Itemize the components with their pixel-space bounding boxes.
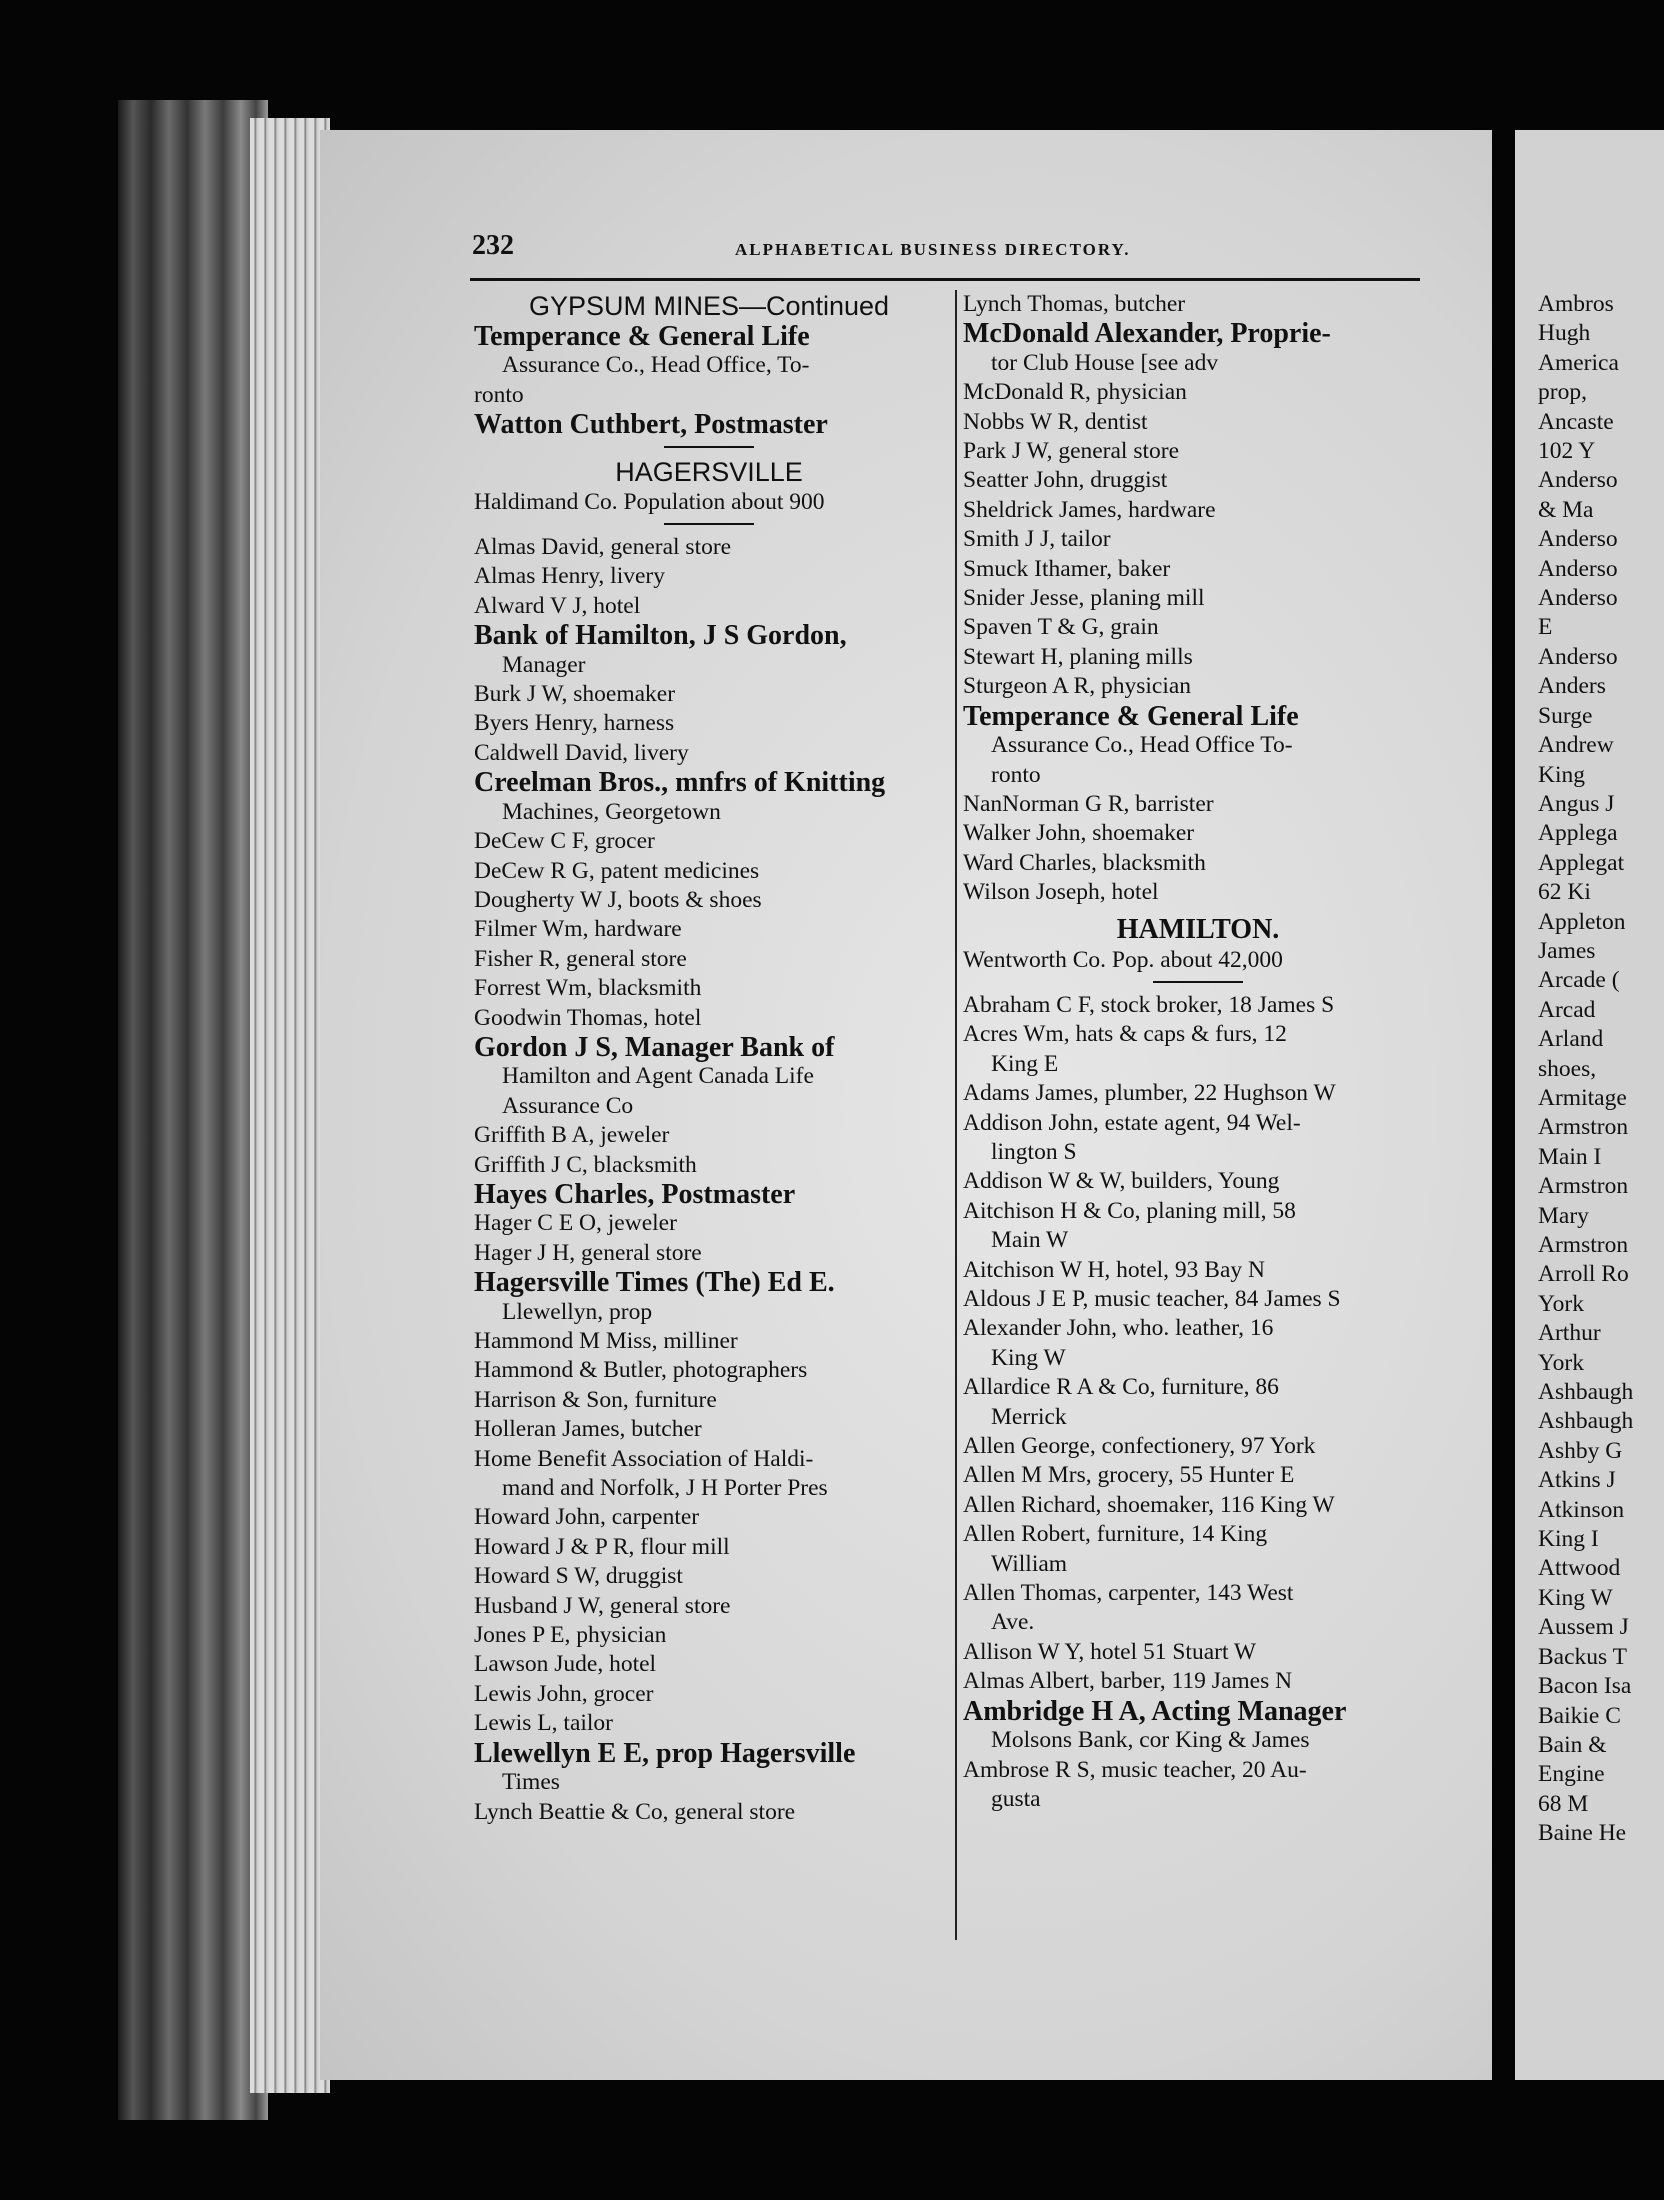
- facing-page-entry: Ashbaugh: [1538, 1408, 1634, 1435]
- facing-page-entry: Ancaste: [1538, 408, 1614, 435]
- facing-page-entry: 68 M: [1538, 1790, 1589, 1817]
- directory-entry: Dougherty W J, boots & shoes: [474, 886, 762, 913]
- facing-page-entry: Surge: [1538, 702, 1593, 729]
- facing-page-entry: prop,: [1538, 379, 1587, 406]
- directory-entry: Byers Henry, harness: [474, 710, 675, 737]
- directory-entry: Allen Thomas, carpenter, 143 West: [963, 1580, 1294, 1607]
- directory-entry: Almas David, general store: [474, 534, 732, 561]
- directory-entry: Gordon J S, Manager Bank of: [474, 1031, 835, 1063]
- directory-entry: McDonald R, physician: [963, 379, 1187, 406]
- facing-page-entry: Armitage: [1538, 1084, 1627, 1111]
- directory-entry: Park J W, general store: [963, 438, 1180, 465]
- directory-entry: Allison W Y, hotel 51 Stuart W: [963, 1638, 1257, 1665]
- directory-entry: Lewis L, tailor: [474, 1710, 614, 1737]
- directory-entry: Allen George, confectionery, 97 York: [963, 1433, 1316, 1460]
- section-rule: [664, 446, 754, 448]
- facing-page-entry: James: [1538, 937, 1596, 964]
- directory-entry: Spaven T & G, grain: [963, 614, 1159, 641]
- page-edges: [250, 118, 330, 2093]
- section-heading: HAGERSVILLE: [615, 456, 803, 487]
- directory-entry: Llewellyn, prop: [502, 1298, 653, 1325]
- directory-entry: Griffith J C, blacksmith: [474, 1151, 697, 1178]
- directory-entry: Abraham C F, stock broker, 18 James S: [963, 991, 1335, 1018]
- facing-page-entry: Armstron: [1538, 1232, 1629, 1258]
- directory-entry: Temperance & General Life: [963, 700, 1299, 732]
- facing-page-entry: Mary: [1538, 1202, 1589, 1229]
- facing-page-entry: Ashby G: [1538, 1437, 1623, 1464]
- directory-entry: Aitchison H & Co, planing mill, 58: [963, 1197, 1296, 1224]
- running-title: ALPHABETICAL BUSINESS DIRECTORY.: [735, 240, 1131, 259]
- directory-entry: Hammond & Butler, photographers: [474, 1357, 808, 1384]
- facing-page-entry: Attwood: [1538, 1555, 1621, 1582]
- directory-entry: Allen Robert, furniture, 14 King: [963, 1521, 1268, 1548]
- directory-entry: Alward V J, hotel: [474, 592, 641, 619]
- directory-entry: Forrest Wm, blacksmith: [474, 975, 702, 1002]
- facing-page-entry: Anderso: [1538, 643, 1618, 670]
- facing-page-entry: 102 Y: [1538, 438, 1596, 465]
- section-rule: [664, 523, 754, 525]
- directory-entry: Howard J & P R, flour mill: [474, 1533, 730, 1560]
- facing-page-entry: E: [1538, 614, 1553, 641]
- directory-entry: Hager J H, general store: [474, 1239, 702, 1266]
- directory-entry: NanNorman G R, barrister: [963, 790, 1214, 817]
- directory-entry: Manager: [502, 651, 586, 678]
- directory-entry: Lynch Thomas, butcher: [963, 291, 1186, 317]
- facing-page-entry: Baine He: [1538, 1820, 1627, 1847]
- directory-entry: Hager C E O, jeweler: [474, 1210, 677, 1237]
- directory-entry: Howard John, carpenter: [474, 1504, 700, 1531]
- directory-entry: ronto: [991, 761, 1041, 788]
- directory-entry: Harrison & Son, furniture: [474, 1386, 717, 1413]
- facing-page-entry: Ashbaugh: [1538, 1379, 1634, 1406]
- directory-entry: Ward Charles, blacksmith: [963, 849, 1206, 876]
- directory-entry: Fisher R, general store: [474, 945, 687, 972]
- directory-entry: Ambridge H A, Acting Manager: [963, 1695, 1347, 1727]
- directory-entry: Howard S W, druggist: [474, 1563, 683, 1590]
- directory-entry: Hagersville Times (The) Ed E.: [474, 1267, 835, 1299]
- right-column: [963, 290, 1433, 1814]
- book-spine: [118, 100, 268, 2120]
- facing-page-entry: Andrew: [1538, 732, 1614, 759]
- facing-page-entry: Bacon Isa: [1538, 1673, 1632, 1700]
- facing-page-entry: Anderso: [1538, 467, 1618, 494]
- facing-page-entry: Anderso: [1538, 526, 1618, 553]
- directory-entry: Lewis John, grocer: [474, 1680, 654, 1707]
- facing-page-entry: Engine: [1538, 1761, 1605, 1788]
- section-heading: HAMILTON.: [1116, 913, 1280, 945]
- facing-page-entry: 62 Ki: [1538, 879, 1591, 906]
- directory-entry: Lynch Beattie & Co, general store: [474, 1798, 796, 1825]
- header-rule: [470, 278, 1420, 281]
- directory-entry: Almas Henry, livery: [474, 563, 665, 590]
- directory-entry: Stewart H, planing mills: [963, 643, 1193, 670]
- directory-entry: King W: [991, 1344, 1066, 1371]
- directory-entry: Hayes Charles, Postmaster: [474, 1178, 796, 1210]
- directory-entry: Llewellyn E E, prop Hagersville: [474, 1737, 856, 1769]
- directory-entry: Husband J W, general store: [474, 1592, 731, 1619]
- directory-entry: Jones P E, physician: [474, 1622, 667, 1649]
- facing-page-entry: Arthur: [1538, 1320, 1601, 1347]
- facing-page-entry: King: [1538, 761, 1585, 788]
- directory-entry: William: [991, 1550, 1068, 1577]
- directory-entry: Alexander John, who. leather, 16: [963, 1315, 1274, 1342]
- directory-entry: Ambrose R S, music teacher, 20 Au-: [963, 1756, 1307, 1783]
- directory-entry: Almas Albert, barber, 119 James N: [963, 1668, 1293, 1695]
- column-divider: [955, 290, 957, 1940]
- directory-entry: Assurance Co: [502, 1092, 634, 1119]
- directory-entry: Home Benefit Association of Haldi-: [474, 1445, 814, 1472]
- directory-entry: King E: [991, 1050, 1059, 1077]
- facing-page-entry: Armstron: [1538, 1114, 1629, 1141]
- directory-entry: tor Club House [see adv: [991, 349, 1219, 376]
- directory-entry: Smith J J, tailor: [963, 526, 1111, 553]
- directory-entry: Hammond M Miss, milliner: [474, 1328, 738, 1354]
- facing-page-entry: Arcade (: [1538, 967, 1620, 994]
- directory-entry: Walker John, shoemaker: [963, 820, 1195, 847]
- directory-entry: Burk J W, shoemaker: [474, 681, 676, 708]
- facing-page-entry: Backus T: [1538, 1643, 1627, 1670]
- directory-entry: DeCew R G, patent medicines: [474, 857, 760, 884]
- facing-page-entry: Ambros: [1538, 291, 1614, 317]
- directory-entry: Wentworth Co. Pop. about 42,000: [963, 946, 1283, 973]
- facing-page-entry: York: [1538, 1349, 1584, 1376]
- facing-page-entry: Anderso: [1538, 555, 1618, 582]
- directory-entry: Seatter John, druggist: [963, 467, 1168, 494]
- directory-entry: Lawson Jude, hotel: [474, 1651, 657, 1678]
- directory-entry: Ave.: [991, 1609, 1035, 1636]
- facing-page-entry: King I: [1538, 1526, 1599, 1553]
- directory-entry: Allen Richard, shoemaker, 116 King W: [963, 1491, 1335, 1518]
- directory-entry: McDonald Alexander, Proprie-: [963, 318, 1331, 350]
- directory-entry: mand and Norfolk, J H Porter Pres: [502, 1475, 828, 1502]
- facing-page-entry: shoes,: [1538, 1055, 1597, 1082]
- facing-page-entry: America: [1538, 349, 1619, 376]
- directory-entry: Goodwin Thomas, hotel: [474, 1004, 702, 1031]
- facing-page-entry: Anders: [1538, 673, 1606, 700]
- directory-entry: gusta: [991, 1785, 1041, 1812]
- directory-entry: Hamilton and Agent Canada Life: [502, 1063, 814, 1090]
- facing-page-entry: & Ma: [1538, 496, 1594, 523]
- directory-entry: Filmer Wm, hardware: [474, 916, 682, 943]
- directory-entry: Molsons Bank, cor King & James: [991, 1727, 1310, 1754]
- directory-entry: Addison John, estate agent, 94 Wel-: [963, 1109, 1301, 1136]
- directory-entry: Main W: [991, 1227, 1069, 1254]
- directory-entry: Adams James, plumber, 22 Hughson W: [963, 1080, 1336, 1107]
- directory-entry: Holleran James, butcher: [474, 1416, 702, 1443]
- page-number: 232: [472, 230, 514, 261]
- directory-entry: ronto: [474, 381, 524, 408]
- directory-entry: DeCew C F, grocer: [474, 828, 655, 855]
- section-rule: [1153, 981, 1243, 983]
- directory-entry: Creelman Bros., mnfrs of Knitting: [474, 767, 886, 799]
- facing-page-column: [1538, 290, 1664, 1849]
- facing-page-entry: Arroll Ro: [1538, 1261, 1629, 1288]
- left-column: [474, 290, 944, 1827]
- facing-page-entry: Armstron: [1538, 1173, 1629, 1200]
- facing-page-entry: Applegat: [1538, 849, 1625, 876]
- facing-page-entry: York: [1538, 1290, 1584, 1317]
- directory-entry: Wilson Joseph, hotel: [963, 879, 1159, 906]
- directory-entry: Griffith B A, jeweler: [474, 1122, 670, 1149]
- directory-entry: Sheldrick James, hardware: [963, 496, 1216, 523]
- section-heading: GYPSUM MINES—Continued: [528, 291, 890, 321]
- directory-entry: Temperance & General Life: [474, 321, 810, 352]
- facing-page-entry: Baikie C: [1538, 1702, 1621, 1729]
- directory-entry: Caldwell David, livery: [474, 739, 689, 766]
- directory-entry: Assurance Co., Head Office, To-: [502, 352, 810, 379]
- facing-page-entry: Bain &: [1538, 1731, 1607, 1758]
- directory-entry: Times: [502, 1769, 560, 1796]
- directory-entry: Watton Cuthbert, Postmaster: [474, 409, 828, 441]
- directory-entry: Aitchison W H, hotel, 93 Bay N: [963, 1256, 1266, 1283]
- directory-entry: Aldous J E P, music teacher, 84 James S: [963, 1286, 1341, 1312]
- facing-page-entry: Aussem J: [1538, 1614, 1629, 1641]
- directory-entry: Bank of Hamilton, J S Gordon,: [474, 620, 847, 652]
- directory-entry: Smuck Ithamer, baker: [963, 555, 1171, 582]
- facing-page-entry: Appleton: [1538, 908, 1626, 935]
- facing-page-entry: Atkins J: [1538, 1467, 1616, 1494]
- facing-page-entry: Angus J: [1538, 790, 1615, 817]
- facing-page-entry: Hugh: [1538, 320, 1591, 347]
- facing-page-entry: Anderso: [1538, 585, 1618, 612]
- directory-entry: Snider Jesse, planing mill: [963, 585, 1205, 612]
- facing-page-entry: Arcad: [1538, 996, 1596, 1023]
- directory-entry: Allen M Mrs, grocery, 55 Hunter E: [963, 1462, 1295, 1489]
- directory-entry: Nobbs W R, dentist: [963, 408, 1148, 435]
- facing-page-entry: Arland: [1538, 1026, 1604, 1053]
- directory-entry: Haldimand Co. Population about 900: [474, 488, 825, 515]
- directory-entry: Acres Wm, hats & caps & furs, 12: [963, 1021, 1287, 1048]
- directory-entry: lington S: [991, 1138, 1077, 1165]
- facing-page-entry: King W: [1538, 1584, 1613, 1611]
- directory-entry: Addison W & W, builders, Young: [963, 1168, 1280, 1195]
- facing-page-entry: Main I: [1538, 1143, 1602, 1170]
- directory-entry: Allardice R A & Co, furniture, 86: [963, 1374, 1279, 1401]
- directory-entry: Sturgeon A R, physician: [963, 673, 1192, 700]
- directory-entry: Merrick: [991, 1403, 1067, 1430]
- directory-entry: Machines, Georgetown: [502, 798, 721, 825]
- directory-entry: Assurance Co., Head Office To-: [991, 732, 1293, 759]
- facing-page-entry: Atkinson: [1538, 1496, 1625, 1523]
- facing-page-entry: Applega: [1538, 820, 1618, 847]
